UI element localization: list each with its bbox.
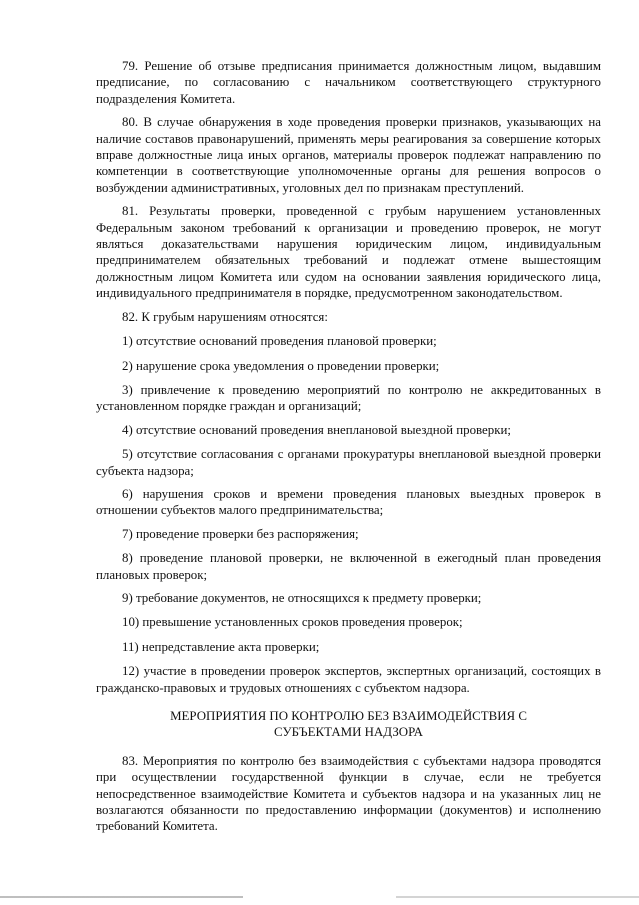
section-heading-line-1: МЕРОПРИЯТИЯ ПО КОНТРОЛЮ БЕЗ ВЗАИМОДЕЙСТВИЯ С bbox=[170, 709, 527, 723]
scan-bottom-edge bbox=[0, 896, 639, 898]
paragraph-80: 80. В случае обнаружения в ходе проведения проверки признаков, указывающих на наличие составов правонарушений, применять меры реагирования за совершение которых вправе должностные лица иных органов, материалы проверок подлежат направлению по компетенции в соответствующие уполномоченные органы для решения вопросов о возбуждении административных, уголовных дел по признакам преступлений. bbox=[96, 115, 601, 195]
list-item-5: 5) отсутствие согласования с органами прокуратуры внеплановой выездной проверки субъекта надзора; bbox=[96, 447, 601, 478]
list-item-8: 8) проведение плановой проверки, не включенной в ежегодный план проведения плановых проверок; bbox=[96, 551, 601, 582]
section-heading bbox=[96, 708, 601, 741]
paragraph-82: 82. К грубым нарушениям относятся: bbox=[122, 309, 328, 324]
list-item-3: 3) привлечение к проведению мероприятий по контролю не аккредитованных в установленном порядке граждан и организаций; bbox=[96, 382, 601, 414]
paragraph-79: 79. Решение об отзыве предписания принимается должностным лицом, выдавшим предписание, по согласованию с начальником соответствующего структурного подразделения Комитета. bbox=[96, 59, 601, 106]
paragraph-81: 81. Результаты проверки, проведенной с грубым нарушением установленных Федеральным законом требований к организации и проведению проверок, не могут являться доказательствами нарушения юридическим лицом, индивидуальным предпринимателем обязательных требований и подлежат отмене вышестоящим должностным лицом Комитета или судом на основании заявления юридического лица, индивидуального предпринимателя в порядке, предусмотренном законодательством. bbox=[96, 204, 601, 301]
document-body bbox=[96, 58, 601, 842]
section-heading-line-2: СУБЪЕКТАМИ НАДЗОРА bbox=[274, 725, 423, 740]
list-item-4: 4) отсутствие оснований проведения внеплановой выездной проверки; bbox=[122, 422, 511, 437]
list-item-9: 9) требование документов, не относящихся к предмету проверки; bbox=[122, 590, 482, 605]
paragraph-83: 83. Мероприятия по контролю без взаимодействия с субъектами надзора проводятся при осуществлении государственной функции в случае, если не требуется непосредственное взаимодействие Комитета и субъектов надзора и на указанных лиц не возлагаются обязанности по предоставлению информации (документов) и исполнению требований Комитета. bbox=[96, 753, 601, 834]
list-item-6: 6) нарушения сроков и времени проведения плановых выездных проверок в отношении субъектов малого предпринимательства; bbox=[96, 486, 601, 518]
list-item-1: 1) отсутствие оснований проведения плановой проверки; bbox=[122, 334, 437, 349]
list-item-12: 12) участие в проведении проверок экспертов, экспертных организаций, состоящих в гражданско-правовых и трудовых отношениях с субъектом надзора. bbox=[96, 664, 601, 695]
list-item-2: 2) нарушение срока уведомления о проведении проверки; bbox=[122, 358, 440, 373]
list-item-11: 11) непредставление акта проверки; bbox=[122, 639, 320, 654]
list-item-7: 7) проведение проверки без распоряжения; bbox=[122, 526, 359, 541]
list-item-10: 10) превышение установленных сроков проведения проверок; bbox=[122, 615, 463, 630]
